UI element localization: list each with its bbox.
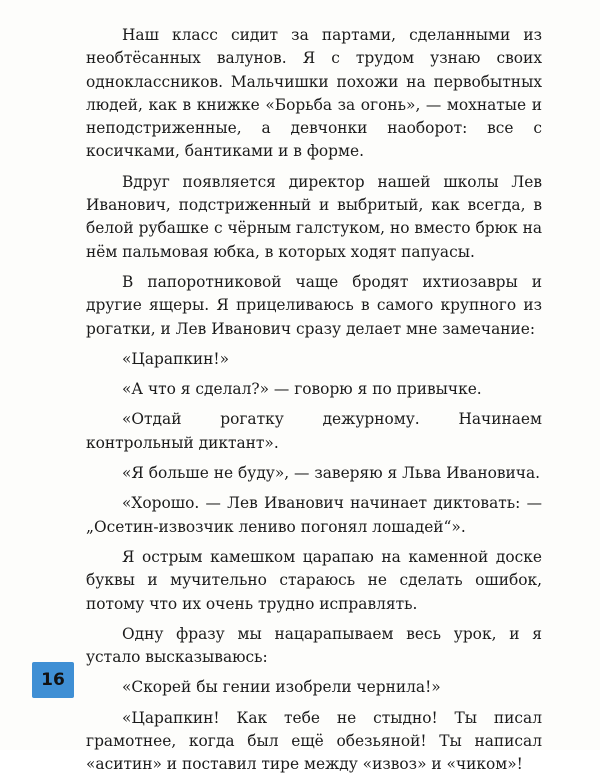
paragraph: Я острым камешком царапаю на каменной доске буквы и мучительно стараюсь не сделать ошибок, потому что их очень трудно исправлять.	[86, 547, 542, 613]
paragraph: Вдруг появляется директор нашей школы Лев Иванович, подстриженный и выбритый, как всегда, в белой рубашке с чёрным галстуком, но вместо брюк на нём пальмовая юбка, в которых ходят папуасы.	[86, 172, 542, 261]
page-number: 16	[41, 670, 65, 690]
paragraph: Одну фразу мы нацарапываем весь урок, и я устало высказываюсь:	[86, 624, 542, 667]
dialogue-line: «Царапкин! Как тебе не стыдно! Ты писал грамотнее, когда был ещё обезьяной! Ты написал «аситин» и поставил тире между «извоз» и «чиком»!	[86, 708, 542, 774]
dialogue-line: «А что я сделал?» — говорю я по привычке.	[122, 380, 482, 399]
dialogue-line: «Отдай рогатку дежурному. Начинаем контрольный диктант».	[86, 410, 542, 452]
dialogue-line: «Я больше не буду», — заверяю я Льва Ивановича.	[122, 464, 541, 483]
paragraph: Наш класс сидит за партами, сделанными из необтёсанных валунов. Я с трудом узнаю своих одноклассников. Мальчишки похожи на первобытных людей, как в книжке «Борьба за огонь», — мохнатые и неподстриженные, а девчонки наоборот: все с косичками, бантиками и в форме.	[86, 26, 542, 161]
page-number-badge	[32, 662, 74, 698]
paragraph: В папоротниковой чаще бродят ихтиозавры и другие ящеры. Я прицеливаюсь в самого крупного из рогатки, и Лев Иванович сразу делает мне замечание:	[86, 272, 542, 338]
dialogue-line: «Скорей бы гении изобрели чернила!»	[122, 678, 441, 697]
dialogue-line: «Царапкин!»	[122, 349, 230, 368]
dialogue-line: «Хорошо. — Лев Иванович начинает диктовать: — „Осетин-извозчик лениво погонял лошадей“».	[86, 494, 542, 536]
story-text	[86, 24, 542, 784]
